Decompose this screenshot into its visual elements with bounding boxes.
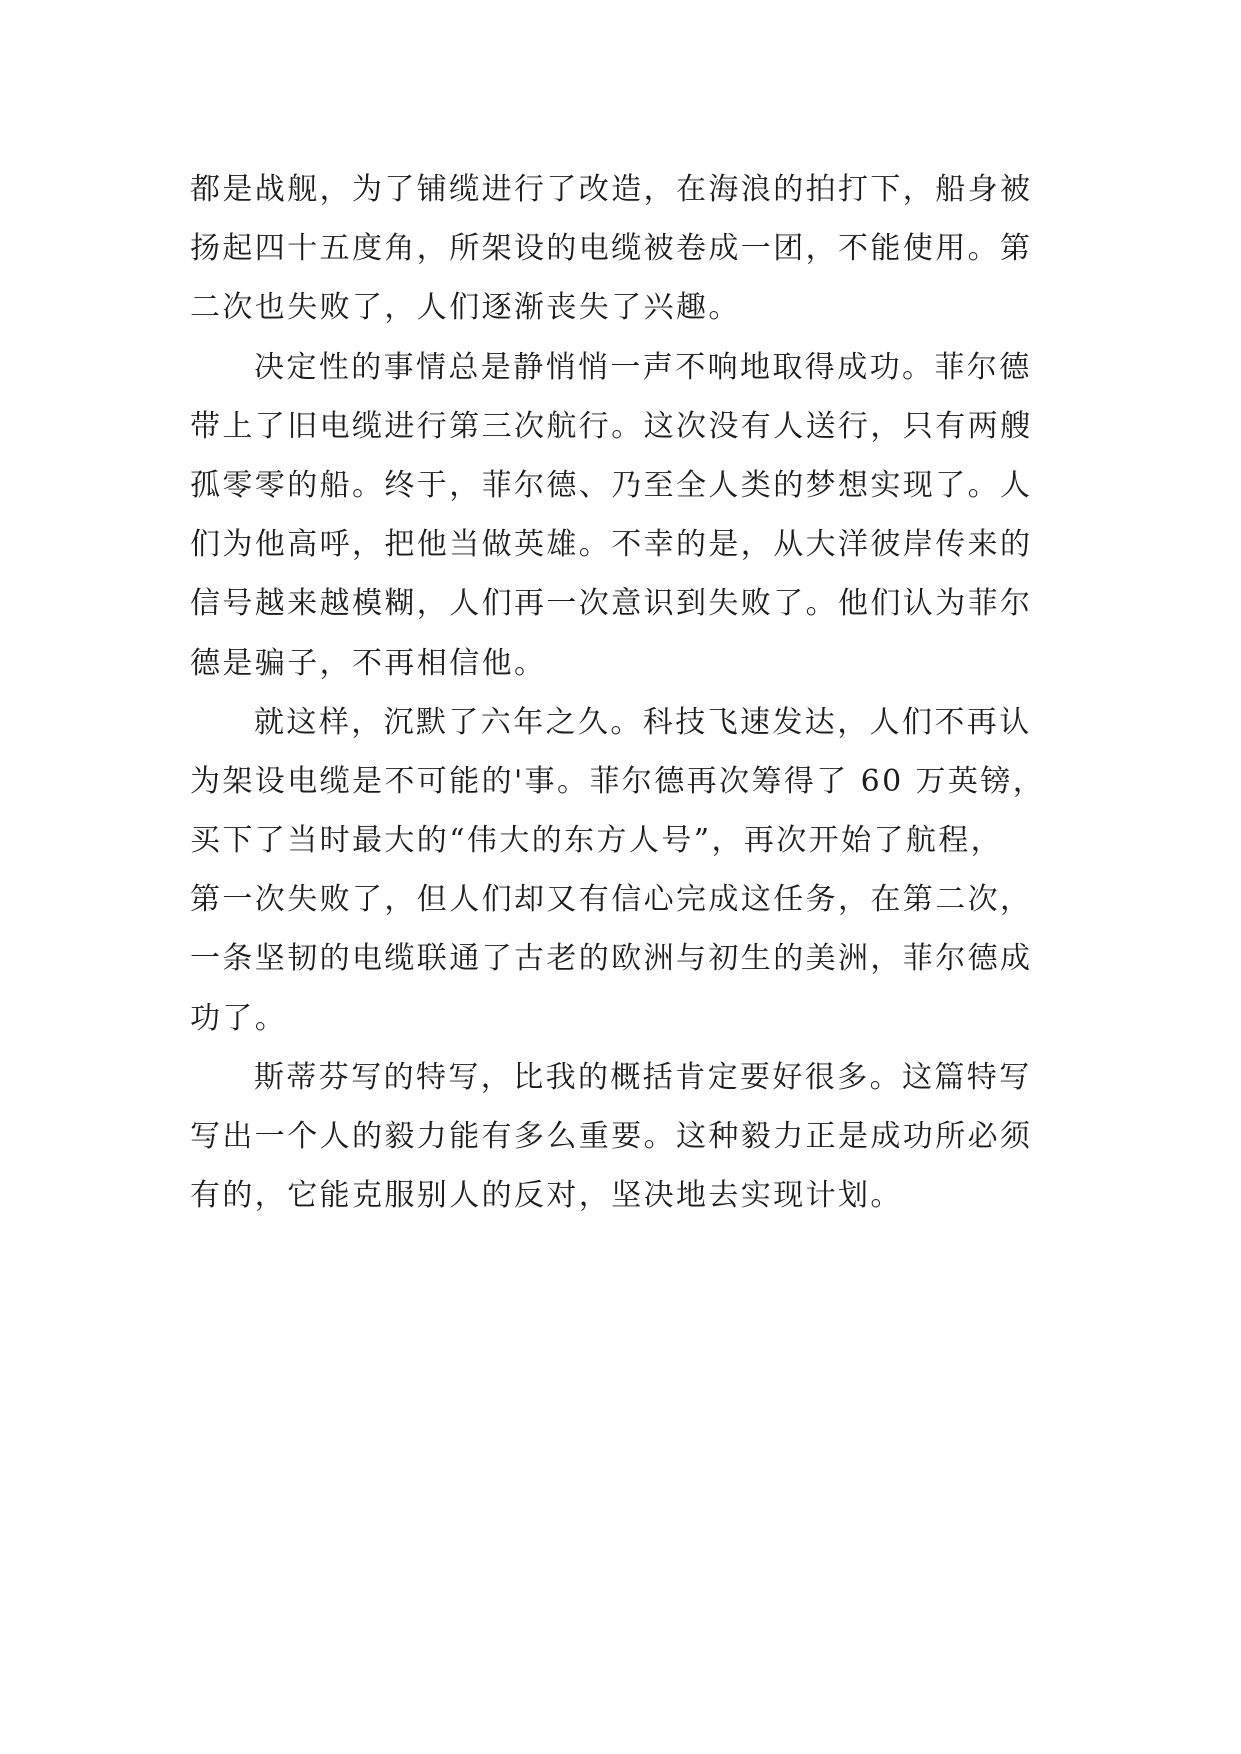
- text-line: 孤零零的船。终于，菲尔德、乃至全人类的梦想实现了。人: [190, 467, 1033, 503]
- text-line: 扬起四十五度角，所架设的电缆被卷成一团，不能使用。第: [190, 231, 1033, 267]
- paragraph-1: [190, 160, 1070, 338]
- text-line: 为架设电缆是不可能的'事。菲尔德再次筹得了 60 万英镑，: [190, 763, 1046, 799]
- text-line: 二次也失败了，人们逐渐丧失了兴趣。: [190, 290, 741, 326]
- text-line: 功了。: [190, 1000, 288, 1036]
- paragraph-3: [190, 693, 1070, 1048]
- paragraph-2: [190, 338, 1070, 693]
- text-line: 第一次失败了，但人们却又有信心完成这任务，在第二次，: [190, 882, 1033, 918]
- text-line: 有的，它能克服别人的反对，坚决地去实现计划。: [190, 1178, 903, 1214]
- text-line: 德是骗子，不再相信他。: [190, 645, 547, 681]
- text-line: 带上了旧电缆进行第三次航行。这次没有人送行，只有两艘: [190, 408, 1033, 444]
- document-body: [190, 160, 1070, 1225]
- text-line: 就这样，沉默了六年之久。科技飞速发达，人们不再认: [254, 704, 1032, 740]
- text-line: 都是战舰，为了铺缆进行了改造，在海浪的拍打下，船身被: [190, 172, 1033, 207]
- text-line: 们为他高呼，把他当做英雄。不幸的是，从大洋彼岸传来的: [190, 527, 1033, 563]
- text-line: 斯蒂芬写的特写，比我的概括肯定要好很多。这篇特写: [254, 1059, 1032, 1095]
- text-line: 一条坚韧的电缆联通了古老的欧洲与初生的美洲，菲尔德成: [190, 941, 1033, 977]
- text-line: 写出一个人的毅力能有多么重要。这种毅力正是成功所必须: [190, 1119, 1033, 1154]
- text-line: 决定性的事情总是静悄悄一声不响地取得成功。菲尔德: [254, 349, 1032, 385]
- text-line: 信号越来越模糊，人们再一次意识到失败了。他们认为菲尔: [190, 586, 1033, 622]
- text-line: 买下了当时最大的“伟大的东方人号”，再次开始了航程，: [190, 823, 1004, 859]
- paragraph-4: [190, 1048, 1070, 1226]
